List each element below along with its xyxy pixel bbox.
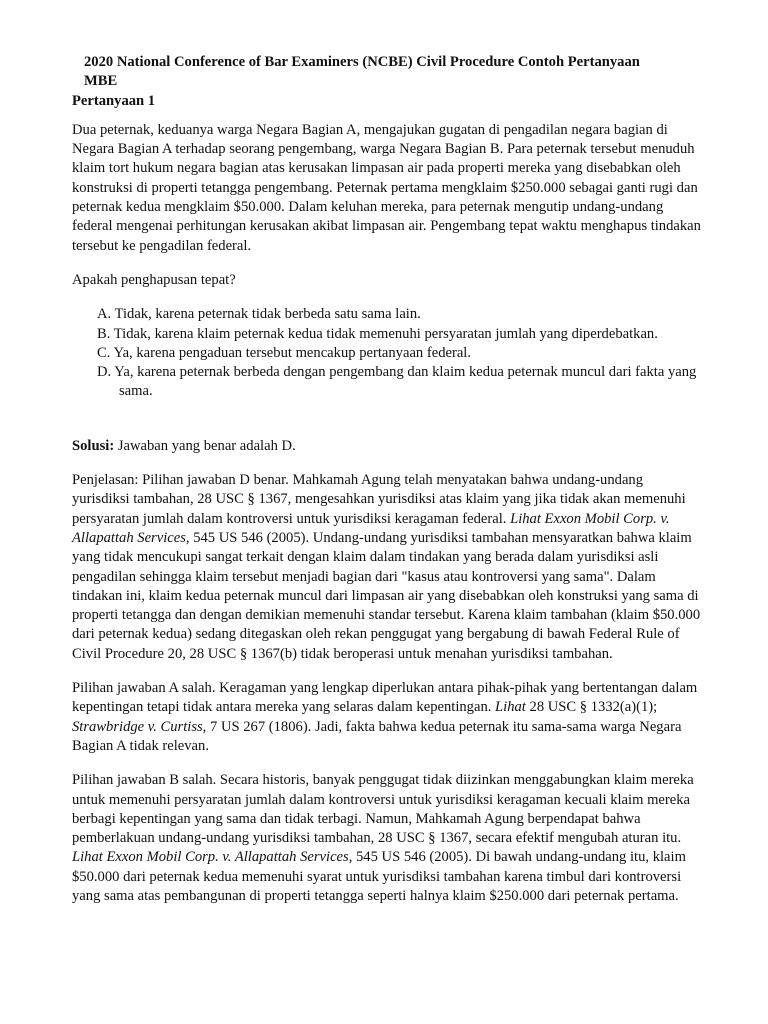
- explanation-paragraph-3: [72, 771, 702, 906]
- solution-label: Solusi:: [72, 437, 115, 454]
- explanation-3-text-b: 545 US 546 (2005). Di bawah undang-undang itu, klaim $50.000 dari peternak kedua memenuhi syarat untuk yurisdiksi tambahan karena timbul dari kontroversi yang sama atas pembangunan di properti tetangga seperti halnya klaim $250.000 dari peternak pertama.: [72, 849, 686, 904]
- title-line-1: 2020 National Conference of Bar Examiners (NCBE) Civil Procedure Contoh Pertanyaan: [84, 54, 640, 70]
- answer-options: [72, 305, 702, 401]
- explanation-1-citation: Lihat Exxon Mobil Corp. v. Allapattah Services,: [72, 510, 670, 546]
- solution-line: [72, 437, 702, 456]
- explanation-paragraph-1: [72, 471, 702, 664]
- option-c: C. Ya, karena pengaduan tersebut mencakup pertanyaan federal.: [97, 344, 472, 361]
- explanation-3-text-a: Pilihan jawaban B salah. Secara historis, banyak penggugat tidak diizinkan menggabungkan klaim mereka untuk memenuhi persyaratan jumlah dalam kontroversi untuk yurisdiksi keragaman kecuali klaim mereka berbagi kepentingan yang sama dan tidak terbagi. Namun, Mahkamah Agung berpendapat bahwa pemberlakuan undang-undang yurisdiksi tambahan, 28 USC § 1367, secara efektif mengubah aturan itu.: [72, 772, 694, 847]
- explanation-2-text-c: 7 US 267 (1806). Jadi, fakta bahwa kedua peternak itu sama-sama warga Negara Bagian A tidak relevan.: [72, 718, 682, 754]
- document-title: [84, 53, 694, 92]
- explanation-2-citation-2: Strawbridge v. Curtiss,: [72, 718, 207, 735]
- explanation-2-text-b: 28 USC § 1332(a)(1);: [525, 699, 658, 716]
- option-a: A. Tidak, karena peternak tidak berbeda satu sama lain.: [97, 306, 421, 323]
- question-body: Dua peternak, keduanya warga Negara Bagian A, mengajukan gugatan di pengadilan negara bagian di Negara Bagian A terhadap seorang pengembang, warga Negara Bagian B. Para peternak tersebut menuduh klaim tort hukum negara bagian atas kerusakan limpasan air pada properti mereka yang disebabkan oleh konstruksi di properti tetangga pengembang. Peternak pertama mengklaim $250.000 sebagai ganti rugi dan peternak kedua mengklaim $50.000. Dalam keluhan mereka, para peternak mengutip undang-undang federal mengenai perhitungan kerusakan akibat limpasan air. Pengembang tepat waktu menghapus tindakan tersebut ke pengadilan federal.: [72, 121, 701, 254]
- option-b: B. Tidak, karena klaim peternak kedua tidak memenuhi persyaratan jumlah yang diperdebatkan.: [97, 325, 658, 342]
- explanation-1-text-b: 545 US 546 (2005). Undang-undang yurisdiksi tambahan mensyaratkan bahwa klaim yang tidak mencukupi sangat terkait dengan klaim dalam tindakan yang berada dalam yurisdiksi asli pengadilan sehingga klaim tersebut menjadi bagian dari "kasus atau kontroversi yang sama". Dalam tindakan ini, klaim kedua peternak muncul dari limpasan air yang disebabkan oleh konstruksi yang sama di properti tetangga dan dengan demikian memenuhi standar tersebut. Karena klaim tambahan (klaim $50.000 dari peternak kedua) sedang ditegaskan oleh rekan penggugat yang bergabung di bawah Federal Rule of Civil Procedure 20, 28 USC § 1367(b) tidak beroperasi untuk menahan yurisdiksi tambahan.: [72, 529, 701, 662]
- question-prompt: Apakah penghapusan tepat?: [72, 271, 236, 288]
- solution-text: Jawaban yang benar adalah D.: [114, 437, 296, 454]
- section-spacer: [72, 417, 702, 437]
- explanation-paragraph-2: [72, 679, 702, 756]
- option-d: D. Ya, karena peternak berbeda dengan pengembang dan klaim kedua peternak muncul dari fakta yang sama.: [97, 364, 697, 400]
- question-heading: Pertanyaan 1: [72, 92, 156, 109]
- document-page: [72, 53, 702, 921]
- explanation-3-citation: Lihat Exxon Mobil Corp. v. Allapattah Services,: [72, 849, 353, 866]
- title-line-2: MBE: [84, 73, 118, 90]
- explanation-2-text-a: Pilihan jawaban A salah. Keragaman yang lengkap diperlukan antara pihak-pihak yang bertentangan dalam kepentingan tetapi tidak antara mereka yang selaras dalam kepentingan.: [72, 680, 698, 716]
- explanation-1-text-a: Penjelasan: Pilihan jawaban D benar. Mahkamah Agung telah menyatakan bahwa undang-undang yurisdiksi tambahan, 28 USC § 1367, mengesahkan yurisdiksi atas klaim yang jika tidak akan memenuhi persyaratan jumlah dalam kontroversi untuk yurisdiksi keragaman federal.: [72, 472, 686, 527]
- explanation-2-citation-1: Lihat: [495, 699, 526, 716]
